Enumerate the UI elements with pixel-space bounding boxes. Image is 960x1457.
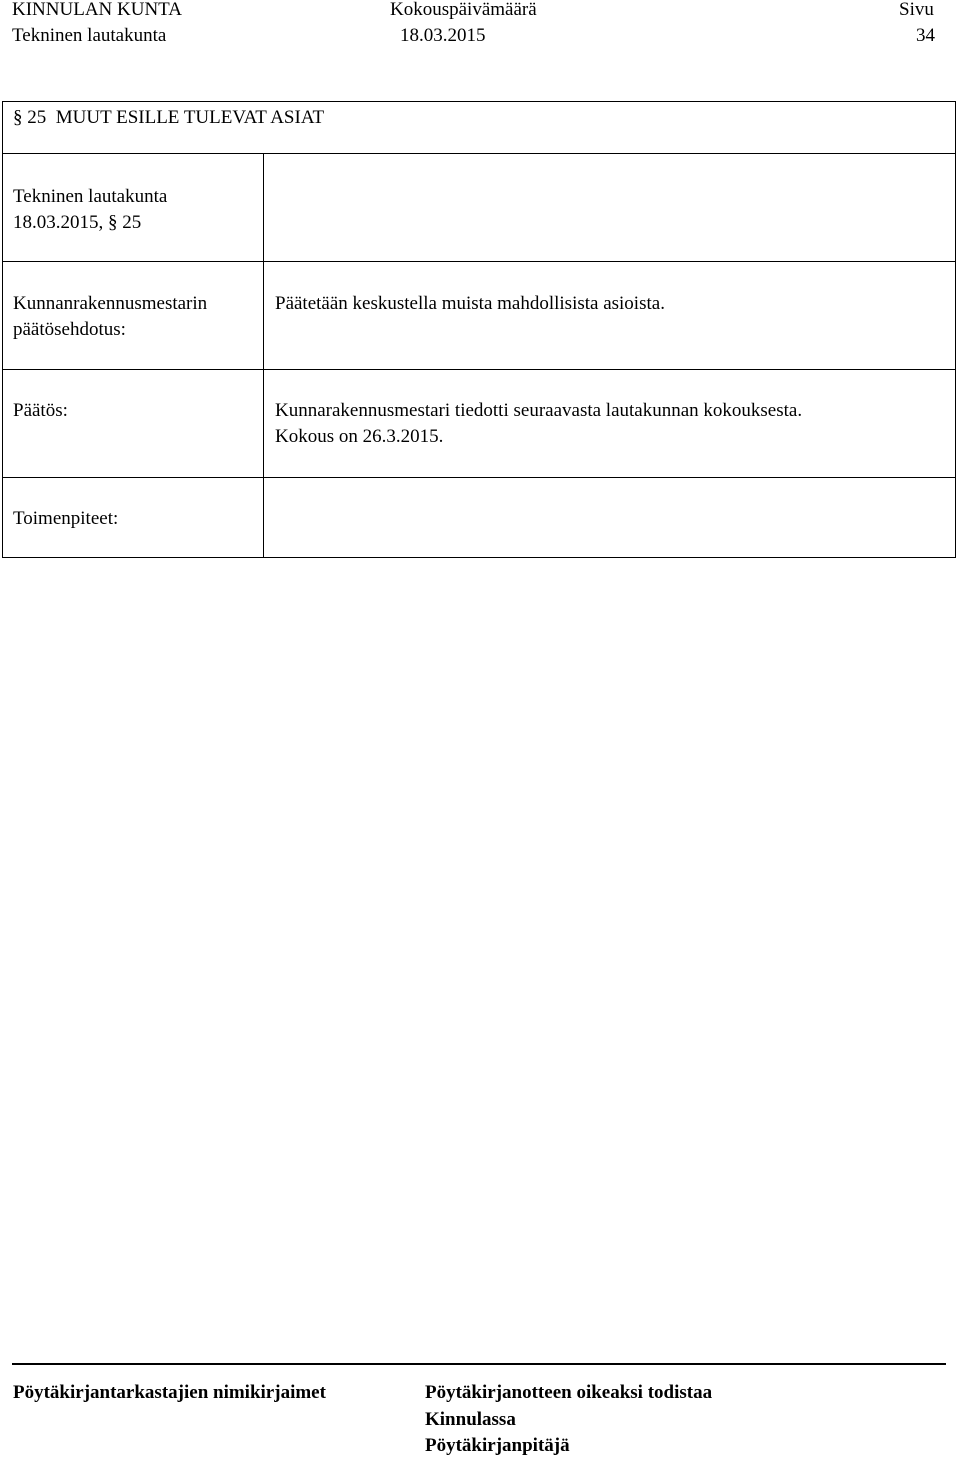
row-text: Kunnarakennusmestari tiedotti seuraavasta lautakunnan kokouksesta. (275, 400, 803, 421)
row-label: Kunnanrakennusmestarin (13, 293, 208, 314)
section-symbol: § (13, 107, 23, 128)
footer-rule (12, 1363, 946, 1365)
row-text-continued: Kokous on 26.3.2015. (275, 426, 444, 447)
section-title (13, 108, 324, 127)
reference-number: 25 (122, 212, 142, 233)
section-heading: MUUT ESILLE TULEVAT ASIAT (55, 107, 325, 128)
certification-place: Kinnulassa (425, 1409, 516, 1430)
row-text: Päätetään keskustella muista mahdollisista asioista. (275, 293, 665, 314)
row-label: Toimenpiteet: (13, 508, 119, 529)
minutes-keeper: Pöytäkirjanpitäjä (425, 1435, 570, 1456)
reference-date-text: 18.03.2015, (13, 212, 104, 233)
municipality-name: KINNULAN KUNTA (12, 0, 182, 20)
reference-board: Tekninen lautakunta (13, 186, 168, 207)
table-divider (2, 153, 956, 154)
meeting-date-label: Kokouspäivämäärä (390, 0, 537, 20)
table-divider (2, 477, 956, 478)
inspectors-initials: Pöytäkirjantarkastajien nimikirjaimet (13, 1382, 326, 1403)
minutes-table (2, 101, 956, 558)
section-number: 25 (27, 107, 47, 128)
reference-symbol: § (108, 212, 118, 233)
page-label: Sivu (899, 0, 934, 20)
table-column-divider (263, 153, 264, 557)
table-divider (2, 261, 956, 262)
page-number: 34 (916, 25, 935, 46)
table-divider (2, 369, 956, 370)
row-label: Päätös: (13, 400, 68, 421)
row-label-continued: päätösehdotus: (13, 319, 126, 340)
board-name: Tekninen lautakunta (12, 25, 167, 46)
certified-copy: Pöytäkirjanotteen oikeaksi todistaa (425, 1382, 713, 1403)
meeting-date: 18.03.2015 (400, 25, 486, 46)
reference-date (13, 213, 141, 232)
